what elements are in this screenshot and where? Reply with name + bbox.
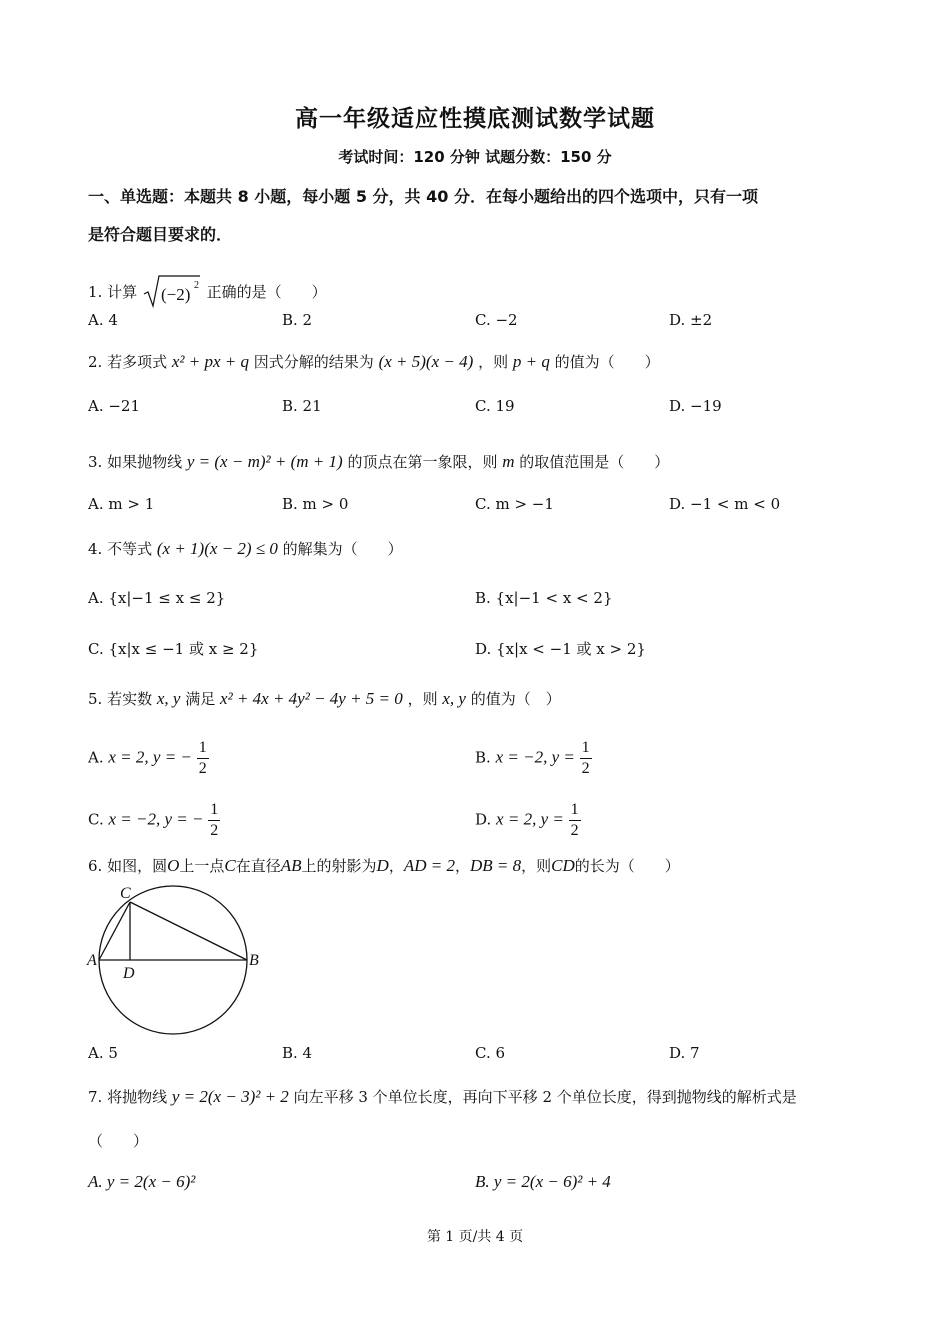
q6-option-d[interactable]: D. 7 (669, 1044, 700, 1062)
q5-option-b[interactable]: B. x = −2, y = $\frac{1}{2}$ (475, 739, 590, 777)
question-4-stem: 4. 不等式 (x + 1)(x − 2) ≤ 0 的解集为（ ） (88, 539, 403, 558)
svg-text:2: 2 (193, 280, 199, 291)
label-a: A (87, 952, 97, 969)
q1-option-c[interactable]: C. −2 (475, 311, 518, 329)
q2-option-c[interactable]: C. 19 (475, 397, 515, 415)
q6-option-b[interactable]: B. 4 (282, 1044, 313, 1062)
q4-option-a[interactable]: A. {x|−1 ≤ x ≤ 2} (88, 589, 226, 607)
q2-option-b[interactable]: B. 21 (282, 397, 322, 415)
sqrt-expression (142, 274, 202, 312)
question-2-stem: 2. 若多项式 x² + px + q 因式分解的结果为 (x + 5)(x − 4) ，则 p + q 的值为（ ） (88, 352, 660, 371)
q6-option-a[interactable]: A. 5 (88, 1044, 118, 1062)
q4-option-b[interactable]: B. {x|−1 < x < 2} (475, 589, 613, 607)
segment-cb (130, 902, 247, 960)
page-footer: 第 1 页/共 4 页 (426, 1229, 524, 1245)
question-5-stem: 5. 若实数 x, y 满足 x² + 4x + 4y² − 4y + 5 = 0 ，则 x, y 的值为（ ） (88, 689, 561, 708)
q5-option-d[interactable]: D. x = 2, y = $\frac{1}{2}$ (475, 801, 579, 839)
q6-option-c[interactable]: C. 6 (475, 1044, 506, 1062)
q7-option-b[interactable]: B. y = 2(x − 6)² + 4 (475, 1172, 611, 1191)
q5-option-a[interactable]: A. x = 2, y = − $\frac{1}{2}$ (88, 739, 207, 777)
question-7-stem-line2: （ ） (88, 1132, 149, 1150)
fraction: $\frac{1}{2}$ (198, 739, 207, 777)
question-7-stem: 7. 将抛物线 y = 2(x − 3)² + 2 向左平移 3 个单位长度，再向下平移 2 个单位长度，得到抛物线的解析式是 (88, 1087, 797, 1106)
sqrt-symbol (142, 274, 202, 308)
exam-info: 考试时间：120 分钟 试题分数：150 分 (338, 148, 612, 166)
q1-option-a[interactable]: A. 4 (88, 311, 118, 329)
question-1-stem: 1. 计算 (−2) 2 正确的是（ ） (88, 274, 327, 312)
q3-option-d[interactable]: D. −1 < m < 0 (669, 495, 781, 513)
q4-option-c[interactable]: C. {x|x ≤ −1 或 x ≥ 2} (88, 640, 259, 658)
q1-option-b[interactable]: B. 2 (282, 311, 313, 329)
fraction: $\frac{1}{2}$ (570, 801, 579, 839)
question-3-stem: 3. 如果抛物线 y = (x − m)² + (m + 1) 的顶点在第一象限，则 m 的取值范围是（ ） (88, 452, 670, 471)
q5-option-c[interactable]: C. x = −2, y = − $\frac{1}{2}$ (88, 801, 219, 839)
q1-option-d[interactable]: D. ±2 (669, 311, 713, 329)
q3-option-a[interactable]: A. m > 1 (88, 495, 155, 513)
q4-option-d[interactable]: D. {x|x < −1 或 x > 2} (475, 640, 646, 658)
q3-option-c[interactable]: C. m > −1 (475, 495, 554, 513)
q2-option-d[interactable]: D. −19 (669, 397, 722, 415)
question-6-stem: 6. 如图，圆O上一点C在直径AB上的射影为D，AD = 2，DB = 8，则CD的长为（ ） (88, 856, 680, 875)
q3-option-b[interactable]: B. m > 0 (282, 495, 349, 513)
label-c: C (120, 885, 131, 902)
label-d: D (123, 965, 135, 982)
q2-option-a[interactable]: A. −21 (88, 397, 141, 415)
segment-ac (99, 902, 130, 960)
circle-geometry-figure (86, 880, 266, 1036)
q7-option-a[interactable]: A. y = 2(x − 6)² (88, 1172, 196, 1191)
svg-text:(−2): (−2) (160, 285, 191, 304)
label-b: B (249, 952, 259, 969)
section-heading-line1: 一、单选题：本题共 8 小题，每小题 5 分，共 40 分．在每小题给出的四个选项中，只有一项 (88, 187, 758, 206)
section-heading-line2: 是符合题目要求的． (88, 225, 233, 244)
fraction: $\frac{1}{2}$ (581, 739, 590, 777)
fraction: $\frac{1}{2}$ (210, 801, 219, 839)
page-title: 高一年级适应性摸底测试数学试题 (295, 106, 655, 132)
